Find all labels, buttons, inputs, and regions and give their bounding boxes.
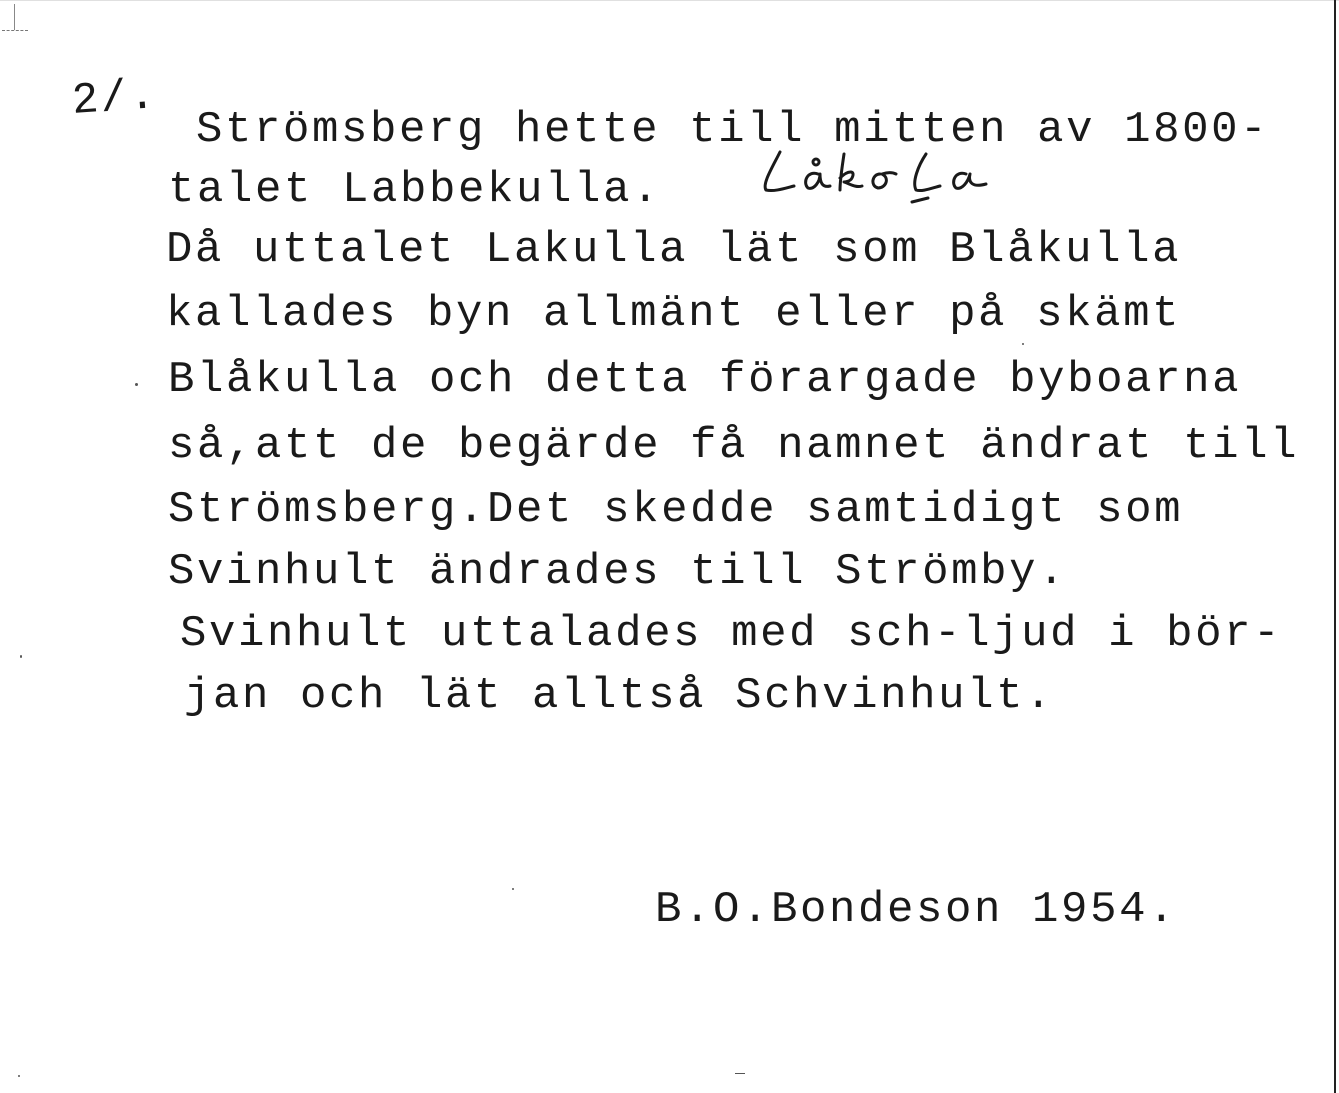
text-line-2: talet Labbekulla. [168, 165, 662, 215]
corner-mark [2, 30, 28, 33]
handwritten-annotation [752, 140, 1052, 220]
scan-speck [735, 1073, 745, 1074]
text-line-3: Då uttalet Lakulla lät som Blåkulla [166, 225, 1182, 275]
text-line-9: Svinhult uttalades med sch-ljud i bör- [180, 609, 1283, 659]
text-line-7: Strömsberg.Det skedde samtidigt som [168, 485, 1184, 535]
right-edge [1334, 0, 1336, 1093]
text-line-8: Svinhult ändrades till Strömby. [168, 547, 1068, 597]
text-line-6: så,att de begärde få namnet ändrat till [168, 421, 1300, 471]
scan-speck [18, 1075, 20, 1077]
top-edge [0, 0, 1339, 1]
scan-speck [512, 888, 514, 890]
text-line-4: kallades byn allmänt eller på skämt [166, 289, 1182, 339]
scan-speck [20, 655, 22, 658]
text-line-5: Blåkulla och detta förargade byboarna [168, 355, 1242, 405]
scan-speck [135, 383, 138, 386]
corner-tick [14, 4, 15, 30]
signature: B.O.Bondeson 1954. [655, 885, 1178, 935]
scan-speck [1022, 343, 1024, 345]
text-line-10: jan och lät alltså Schvinhult. [184, 671, 1055, 721]
text-line-1: Strömsberg hette till mitten av 1800- [196, 105, 1270, 155]
item-number: 2/. [70, 71, 159, 127]
